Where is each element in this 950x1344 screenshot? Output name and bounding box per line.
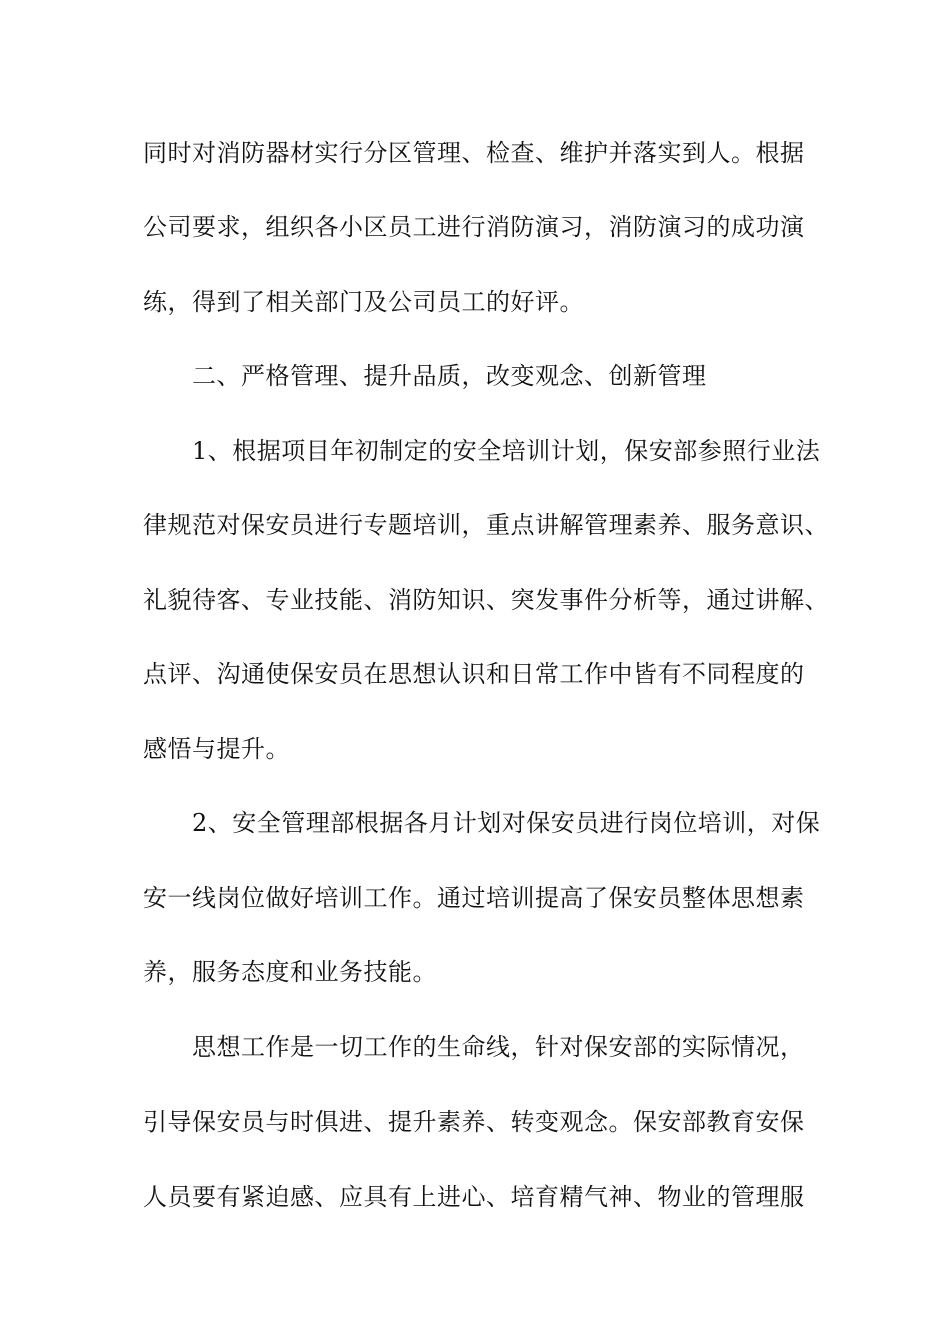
text-line: 1、根据项目年初制定的安全培训计划，保安部参照行业法 (192, 437, 821, 465)
text-line: 2、安全管理部根据各月计划对保安员进行岗位培训，对保 (192, 809, 821, 837)
text-line: 点评、沟通使保安员在思想认识和日常工作中皆有不同程度的 (143, 660, 805, 688)
text-line: 感悟与提升。 (143, 735, 290, 763)
text-line: 公司要求，组织各小区员工进行消防演习，消防演习的成功演 (143, 213, 805, 241)
text-line: 同时对消防器材实行分区管理、检查、维护并落实到人。根据 (143, 139, 805, 167)
text-line: 思想工作是一切工作的生命线，针对保安部的实际情况， (192, 1033, 805, 1061)
text-line: 人员要有紧迫感、应具有上进心、培育精气神、物业的管理服 (143, 1183, 805, 1211)
text-line: 引导保安员与时俱进、提升素养、转变观念。保安部教育安保 (143, 1108, 805, 1136)
text-line: 安一线岗位做好培训工作。通过培训提高了保安员整体思想素 (143, 884, 805, 912)
text-line: 律规范对保安员进行专题培训，重点讲解管理素养、服务意识、 (143, 511, 829, 539)
text-line: 练，得到了相关部门及公司员工的好评。 (143, 288, 584, 316)
text-line: 礼貌待客、专业技能、消防知识、突发事件分析等，通过讲解、 (143, 586, 829, 614)
text-line: 养，服务态度和业务技能。 (143, 958, 437, 986)
section-heading: 二、严格管理、提升品质，改变观念、创新管理 (192, 362, 707, 390)
